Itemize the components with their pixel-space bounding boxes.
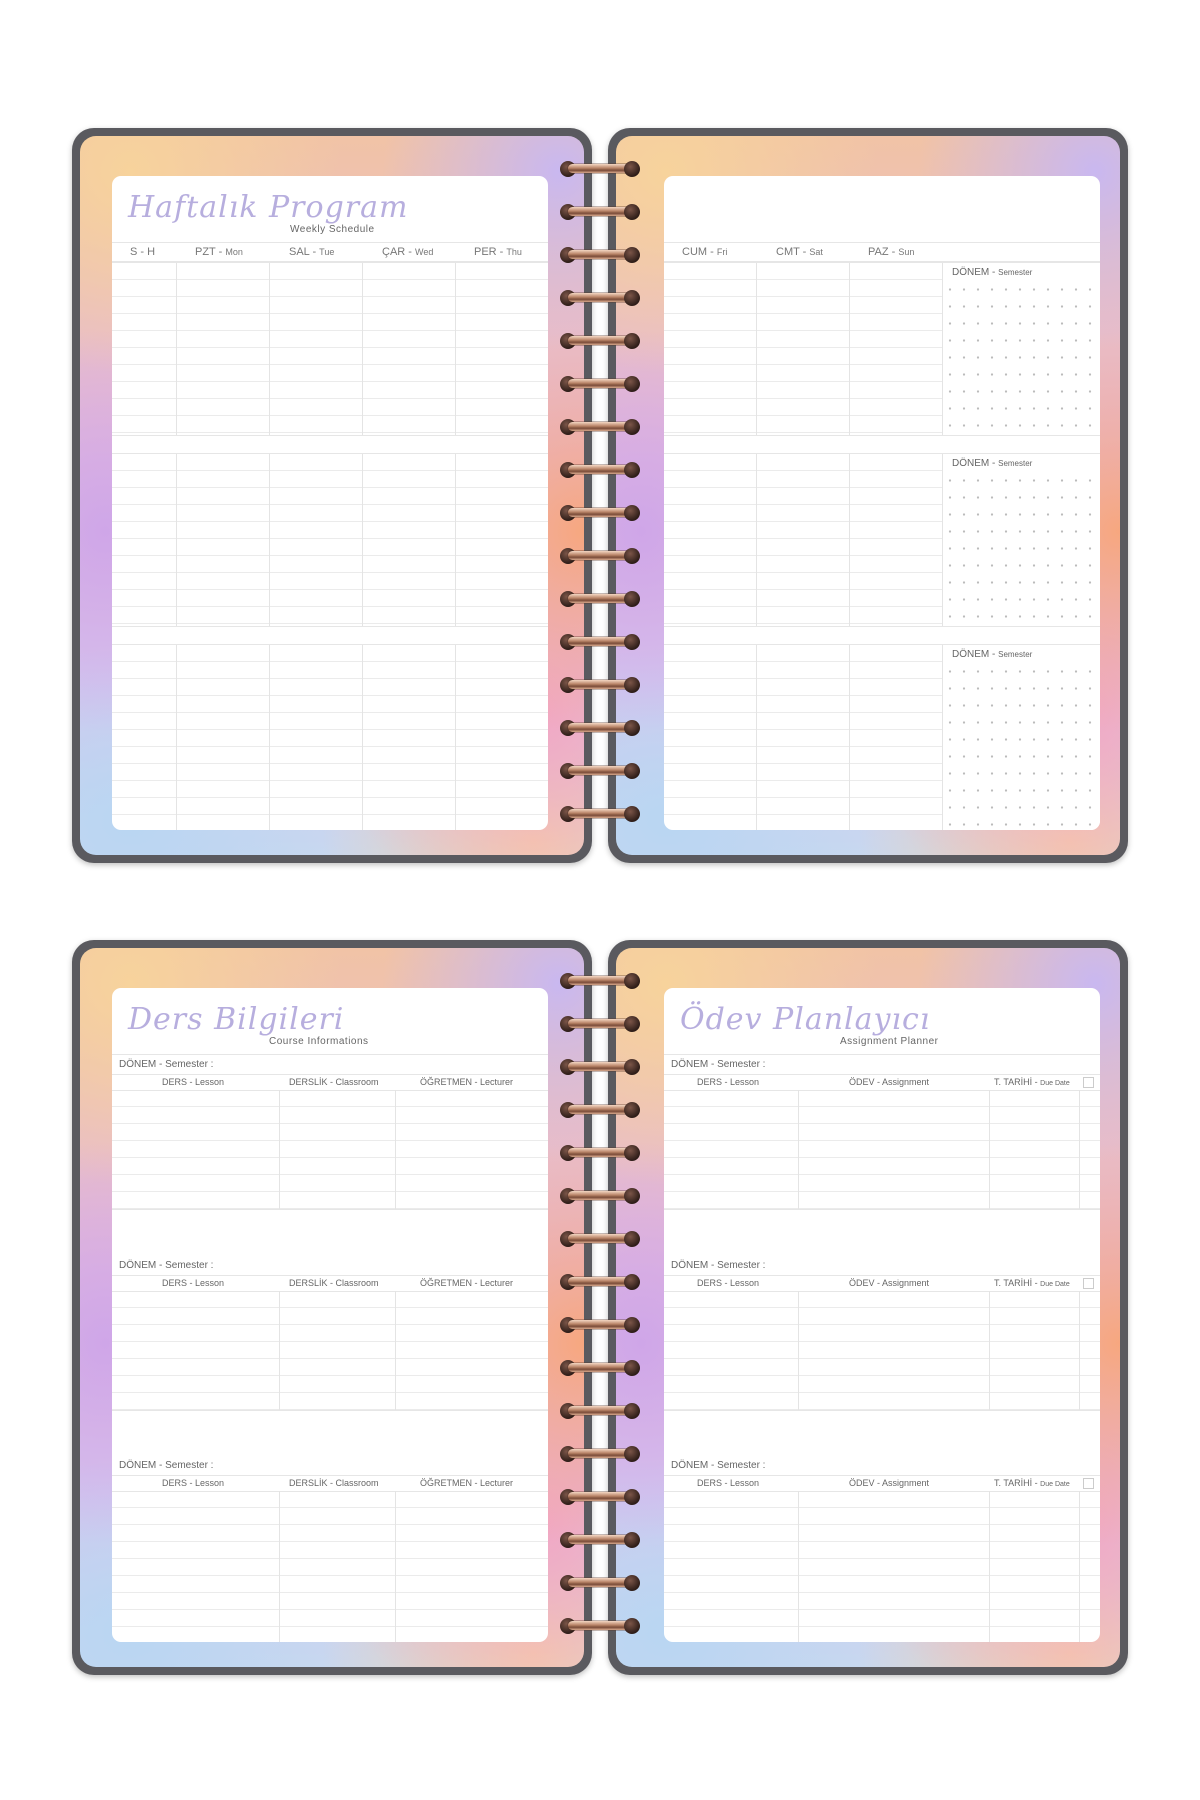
spiral-ring [558,416,642,438]
day-header-fri: CUM - Fri [682,246,728,258]
day-header-tue: SAL - Tue [289,246,335,258]
semester-label: DÖNEM - Semester : [671,1260,766,1271]
course-subtitle: Course Informations [269,1036,369,1047]
spiral-ring [558,244,642,266]
col-assignment: ÖDEV - Assignment [849,1278,930,1288]
course-table-header [112,1074,548,1091]
day-header-wed: ÇAR - Wed [382,246,434,258]
col-classroom: DERSLİK - Classroom [289,1278,379,1288]
col-lesson: DERS - Lesson [162,1478,225,1488]
weekly-left-page [112,176,548,830]
spiral-ring [558,1486,642,1508]
spiral-ring [558,459,642,481]
gradient-background [80,948,584,1667]
col-classroom: DERSLİK - Classroom [289,1478,379,1488]
col-lesson: DERS - Lesson [162,1278,225,1288]
week-block-2 [112,453,548,627]
weekly-schedule-spread [72,128,1128,863]
col-lesson: DERS - Lesson [697,1478,760,1488]
spiral-ring [558,1400,642,1422]
assignment-table-body [664,1291,1100,1411]
spiral-binding [558,158,642,838]
gradient-background [616,136,1120,855]
day-header-sat: CMT - Sat [776,246,823,258]
semester-label: DÖNEM - Semester : [119,1460,214,1471]
spiral-ring [558,588,642,610]
dot-grid [943,472,1100,626]
spiral-ring [558,158,642,180]
col-due-date: T. TARİHİ - Due Date [994,1478,1070,1488]
assignment-table-header [664,1275,1100,1292]
spiral-ring [558,1615,642,1637]
course-table-header [112,1475,548,1492]
checkbox-icon[interactable] [1083,1278,1094,1289]
col-lecturer: ÖĞRETMEN - Lecturer [420,1478,514,1488]
spiral-ring [558,545,642,567]
gradient-background [80,136,584,855]
spiral-ring [558,1099,642,1121]
spiral-ring [558,1357,642,1379]
assignment-subtitle: Assignment Planner [840,1036,939,1047]
week-block-3 [112,644,548,830]
weekly-subtitle: Weekly Schedule [290,224,375,235]
spiral-ring [558,373,642,395]
assignment-planner-page [664,988,1100,1642]
col-classroom: DERSLİK - Classroom [289,1077,379,1087]
col-due-date: T. TARİHİ - Due Date [994,1278,1070,1288]
day-header-thu: PER - Thu [474,246,522,258]
dot-grid [943,281,1100,435]
spiral-ring [558,330,642,352]
assignment-title-script: Ödev Planlayıcı [680,1002,931,1037]
col-due-date: T. TARİHİ - Due Date [994,1077,1070,1087]
semester-label: DÖNEM - Semester : [119,1260,214,1271]
col-lecturer: ÖĞRETMEN - Lecturer [420,1077,514,1087]
spiral-ring [558,1314,642,1336]
weekend-block-3 [664,644,1100,830]
spiral-ring [558,970,642,992]
weekend-block-1 [664,262,1100,436]
semester-label: DÖNEM - Semester : [671,1059,766,1070]
col-lesson: DERS - Lesson [697,1077,760,1087]
assignment-table-body [664,1491,1100,1642]
right-cover [608,128,1128,863]
spiral-ring [558,287,642,309]
gradient-background [616,948,1120,1667]
day-header-sun: PAZ - Sun [868,246,915,258]
day-header-mon: PZT - Mon [195,246,243,258]
weekly-right-page [664,176,1100,830]
semester-label: DÖNEM - Semester [952,267,1033,278]
assignment-table-header [664,1475,1100,1492]
checkbox-icon[interactable] [1083,1478,1094,1489]
spiral-ring [558,717,642,739]
course-table-header [112,1275,548,1292]
spiral-ring [558,1142,642,1164]
spiral-ring [558,631,642,653]
spiral-binding [558,970,642,1650]
weekday-header [112,242,548,262]
right-cover [608,940,1128,1675]
left-cover [72,128,592,863]
course-info-page [112,988,548,1642]
spiral-ring [558,803,642,825]
spiral-ring [558,1013,642,1035]
spiral-ring [558,1443,642,1465]
col-assignment: ÖDEV - Assignment [849,1077,930,1087]
course-table-body [112,1090,548,1210]
spiral-ring [558,1228,642,1250]
spiral-ring [558,1185,642,1207]
week-block-1 [112,262,548,436]
spiral-ring [558,674,642,696]
left-cover [72,940,592,1675]
day-header-sh: S - H [130,246,156,258]
spiral-ring [558,760,642,782]
col-assignment: ÖDEV - Assignment [849,1478,930,1488]
spiral-ring [558,1056,642,1078]
checkbox-icon[interactable] [1083,1077,1094,1088]
spiral-ring [558,201,642,223]
semester-label: DÖNEM - Semester [952,458,1033,469]
spiral-ring [558,1271,642,1293]
weekend-block-2 [664,453,1100,627]
course-table-body [112,1491,548,1642]
weekly-title-script: Haftalık Program [128,190,409,225]
spiral-ring [558,1529,642,1551]
semester-label: DÖNEM - Semester : [119,1059,214,1070]
course-table-body [112,1291,548,1411]
dot-grid [943,663,1100,830]
assignment-table-header [664,1074,1100,1091]
spiral-ring [558,1572,642,1594]
semester-label: DÖNEM - Semester [952,649,1033,660]
col-lesson: DERS - Lesson [162,1077,225,1087]
course-assignment-spread [72,940,1128,1675]
semester-label: DÖNEM - Semester : [671,1460,766,1471]
col-lesson: DERS - Lesson [697,1278,760,1288]
spiral-ring [558,502,642,524]
course-title-script: Ders Bilgileri [128,1002,345,1037]
assignment-table-body [664,1090,1100,1210]
weekend-header [664,242,1100,262]
col-lecturer: ÖĞRETMEN - Lecturer [420,1278,514,1288]
